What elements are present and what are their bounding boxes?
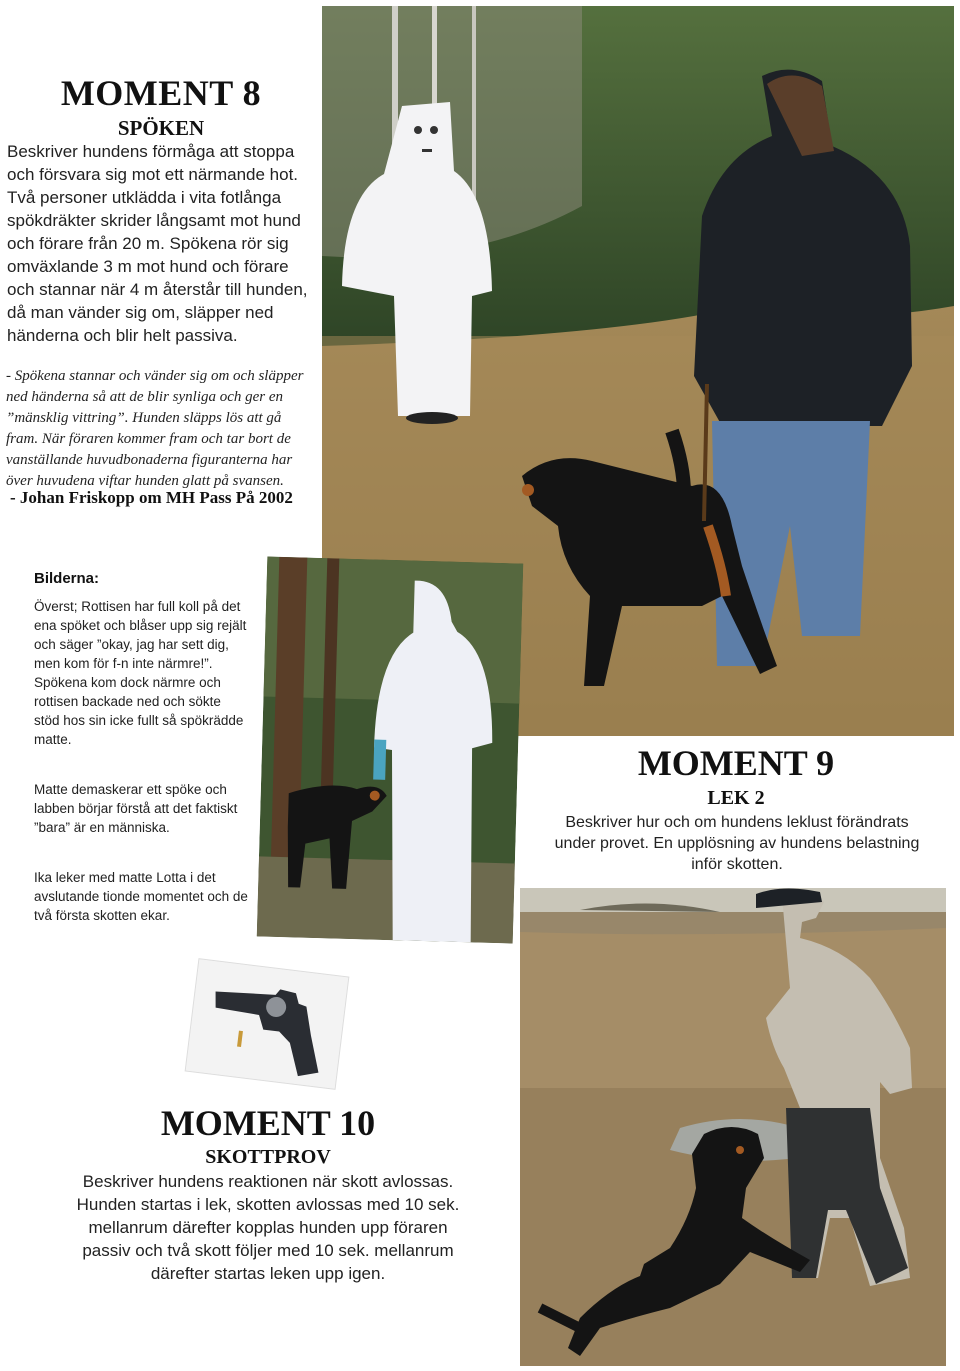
moment9-subtitle: LEK 2 — [707, 787, 765, 809]
moment10-description: Beskriver hundens reaktionen när skott avlossas. Hunden startas i lek, skotten avlossas med 10 sek. mellanrum därefter kopplas hunden upp föraren passiv och två skott följer med 10 sek. mellanrum därefter startas leken upp igen. — [76, 1172, 460, 1283]
moment10-title: MOMENT 10 — [160, 1103, 376, 1143]
moment10-subtitle: SKOTTPROV — [205, 1146, 331, 1168]
photo-unmasked-ghost — [257, 557, 524, 944]
caption-paragraph-1: Överst; Rottisen har full koll på det ena spöket och blåser upp sig rejält och säger ”okay, jag har sett dig, men kom för f-n inte närmre!”. Spökena kom dock närmre och rottisen backade ned och sökte stöd hos sin icke fullt så spökrädde matte. — [34, 599, 247, 747]
moment8-quote: - Spökena stannar och vänder sig om och släpper ned händerna så att de blir synliga och ger en ”mänsklig vittring”. Hunden släpps lös att gå fram. När föraren kommer fram och tar bort de vanställande huvudbonaderna figuranterna har över huvudena viftar hunden glatt på svansen. — [6, 368, 304, 489]
moment8-quote-author: - Johan Friskopp om MH Pass På 2002 — [10, 488, 293, 507]
captions-heading: Bilderna: — [34, 570, 100, 587]
caption-paragraph-3: Ika leker med matte Lotta i det avslutande tionde momentet och de två första skotten ekar. — [34, 870, 248, 923]
moment8-description: Beskriver hundens förmåga att stoppa och försvara sig mot ett närmande hot. Två personer utklädda i vita fotlånga spökdräkter skrider långsamt mot hund och förare från 20 m. Spökena rör sig omväxlande 3 m mot hund och förare och stannar när 4 m återstår till hunden, då man vänder sig om, släpper ned händerna och blir helt passiva. — [7, 142, 308, 345]
photo-revolver — [186, 959, 349, 1088]
moment9-title: MOMENT 9 — [637, 743, 835, 783]
moment9-description: Beskriver hur och om hundens leklust förändrats under provet. En upplösning av hundens belastning inför skotten. — [554, 814, 920, 873]
moment8-title: MOMENT 8 — [60, 73, 262, 113]
caption-paragraph-2: Matte demaskerar ett spöke och labben börjar förstå att det faktiskt ”bara” är en människa. — [34, 782, 238, 835]
moment8-subtitle: SPÖKEN — [117, 116, 205, 140]
photo-play-with-dog — [520, 888, 946, 1366]
